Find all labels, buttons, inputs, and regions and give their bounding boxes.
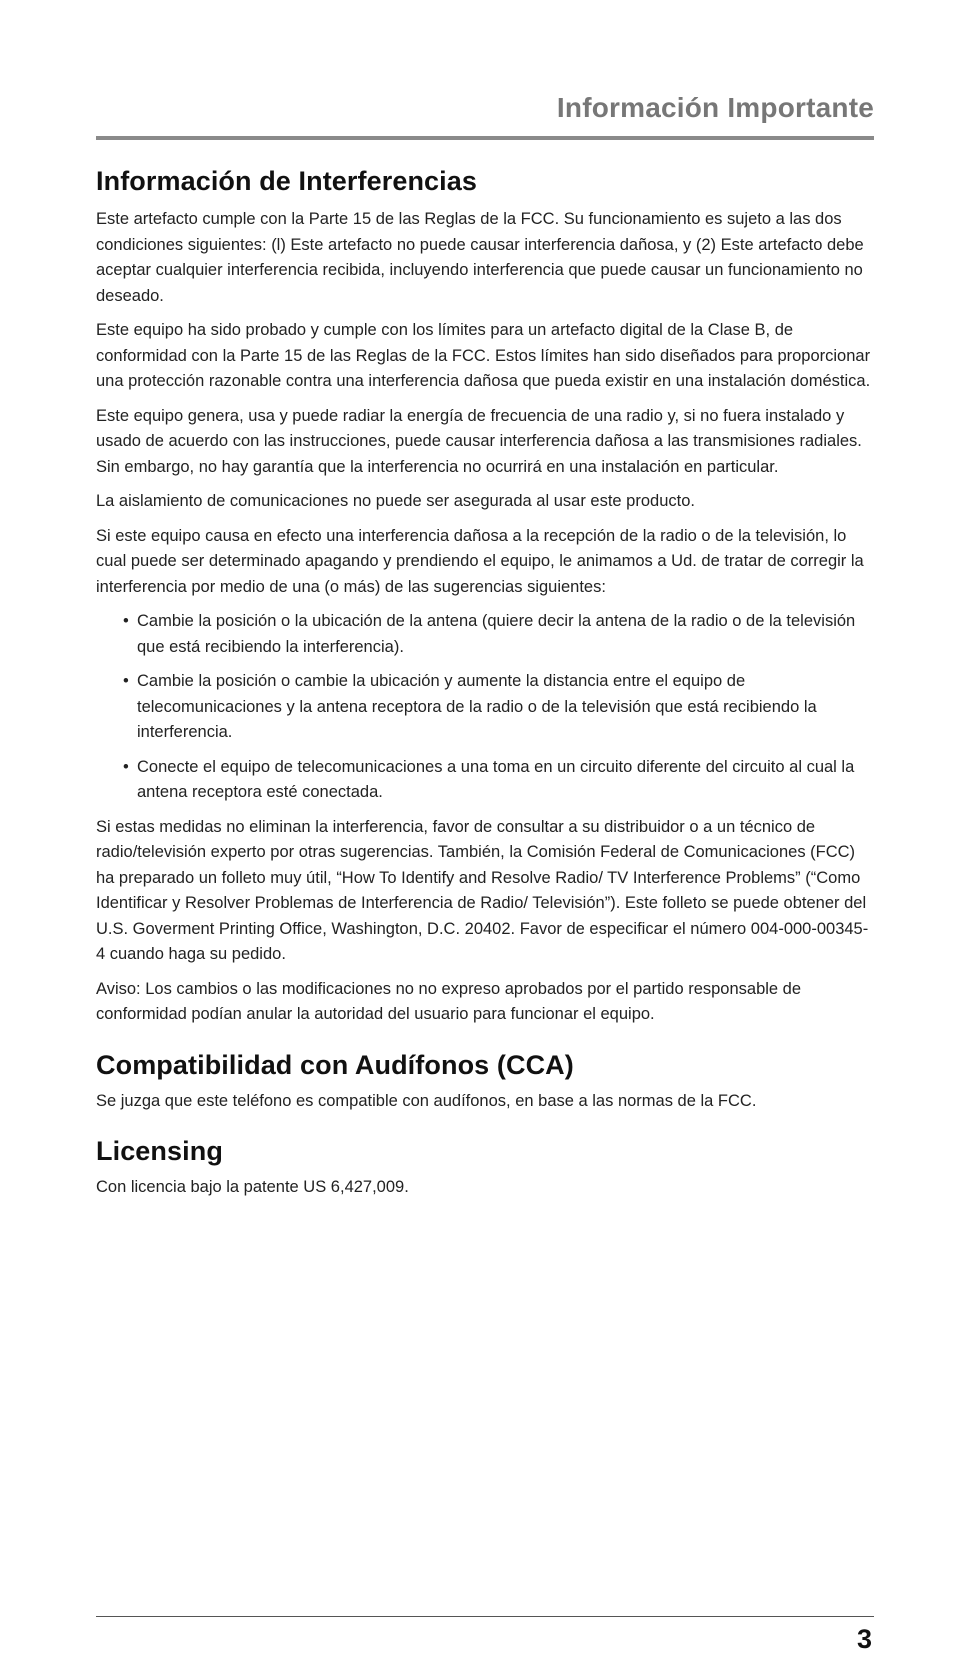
list-item xyxy=(123,609,874,660)
interference-heading: Información de Interferencias xyxy=(96,166,478,196)
licensing-heading: Licensing xyxy=(96,1136,223,1166)
licensing-text: Con licencia bajo la patente US 6,427,009. xyxy=(96,1178,409,1196)
bullet-icon: • xyxy=(123,757,129,776)
list-item-text: Cambie la posición o cambie la ubicación y aumente la distancia entre el equipo de telecomunicaciones y la antena receptora de la radio o de la televisión que está recibiendo la interferencia. xyxy=(137,672,817,741)
list-item-text: Conecte el equipo de telecomunicaciones a una toma en un circuito diferente del circuito al cual la antena receptora esté conectada. xyxy=(137,757,855,801)
suggestions-list xyxy=(96,609,874,806)
interference-paragraph-1: Este artefacto cumple con la Parte 15 de las Reglas de la FCC. Su funcionamiento es sujeto a las dos condiciones siguientes: (l) Este artefacto no puede causar interferencia dañosa, y (2) Este artefacto debe aceptar cualquier interferencia recibida, incluyendo interferencia que puede causar un funcionamiento no deseado. xyxy=(96,210,864,305)
interference-paragraph-4: La aislamiento de comunicaciones no puede ser asegurada al usar este producto. xyxy=(96,492,695,510)
page-header-title: Información Importante xyxy=(556,92,874,123)
interference-paragraph-2: Este equipo ha sido probado y cumple con los límites para un artefacto digital de la Clase B, de conformidad con la Parte 15 de las Reglas de la FCC. Estos límites han sido diseñados para proporcionar una protección razonable contra una interferencia dañosa que pueda existir en una instalación doméstica. xyxy=(96,321,871,390)
interference-paragraph-3: Este equipo genera, usa y puede radiar la energía de frecuencia de una radio y, si no fuera instalado y usado de acuerdo con las instrucciones, puede causar interferencia dañosa a las transmisiones radiales. Sin embargo, no hay garantía que la interferencia no ocurrirá en una instalación en particular. xyxy=(96,406,862,476)
list-item-text: Cambie la posición o la ubicación de la antena (quiere decir la antena de la radio o de la televisión que está recibiendo la interferencia). xyxy=(137,612,856,656)
interference-notice: Aviso: Los cambios o las modificaciones no no expreso aprobados por el partido responsable de conformidad podían anular la autoridad del usuario para funcionar el equipo. xyxy=(96,979,802,1023)
hac-heading: Compatibilidad con Audífonos (CCA) xyxy=(96,1049,574,1080)
page-number: 3 xyxy=(856,1624,872,1654)
page-content xyxy=(96,166,874,1210)
list-item xyxy=(123,669,874,746)
footer-divider xyxy=(96,1616,874,1617)
list-item xyxy=(123,755,874,806)
bullet-icon: • xyxy=(123,672,129,690)
interference-paragraph-5: Si este equipo causa en efecto una interferencia dañosa a la recepción de la radio o de la televisión, lo cual puede ser determinado apagando y prendiendo el equipo, le animamos a Ud. de tratar de corregir la interferencia por medio de una (o más) de las sugerencias siguientes: xyxy=(96,526,864,596)
interference-paragraph-6: Si estas medidas no eliminan la interferencia, favor de consultar a su distribuidor o a un técnico de radio/televisión experto por otras sugerencias. También, la Comisión Federal de Comunicaciones (FCC) ha preparado un folleto muy útil, “How To Identify and Resolve Radio/ TV Interference Problems” (“Como Identificar y Resolver Problemas de Interferencia de Radio/ Televisión”). Este folleto se puede obtener del U.S. Goverment Printing Office, Washington, D.C. 20402. Favor de especificar el número 004-000-00345-4 cuando haga su pedido. xyxy=(96,817,869,963)
bullet-icon: • xyxy=(123,612,129,630)
hac-text: Se juzga que este teléfono es compatible con audífonos, en base a las normas de la FCC. xyxy=(96,1091,757,1110)
header-divider xyxy=(96,136,874,140)
